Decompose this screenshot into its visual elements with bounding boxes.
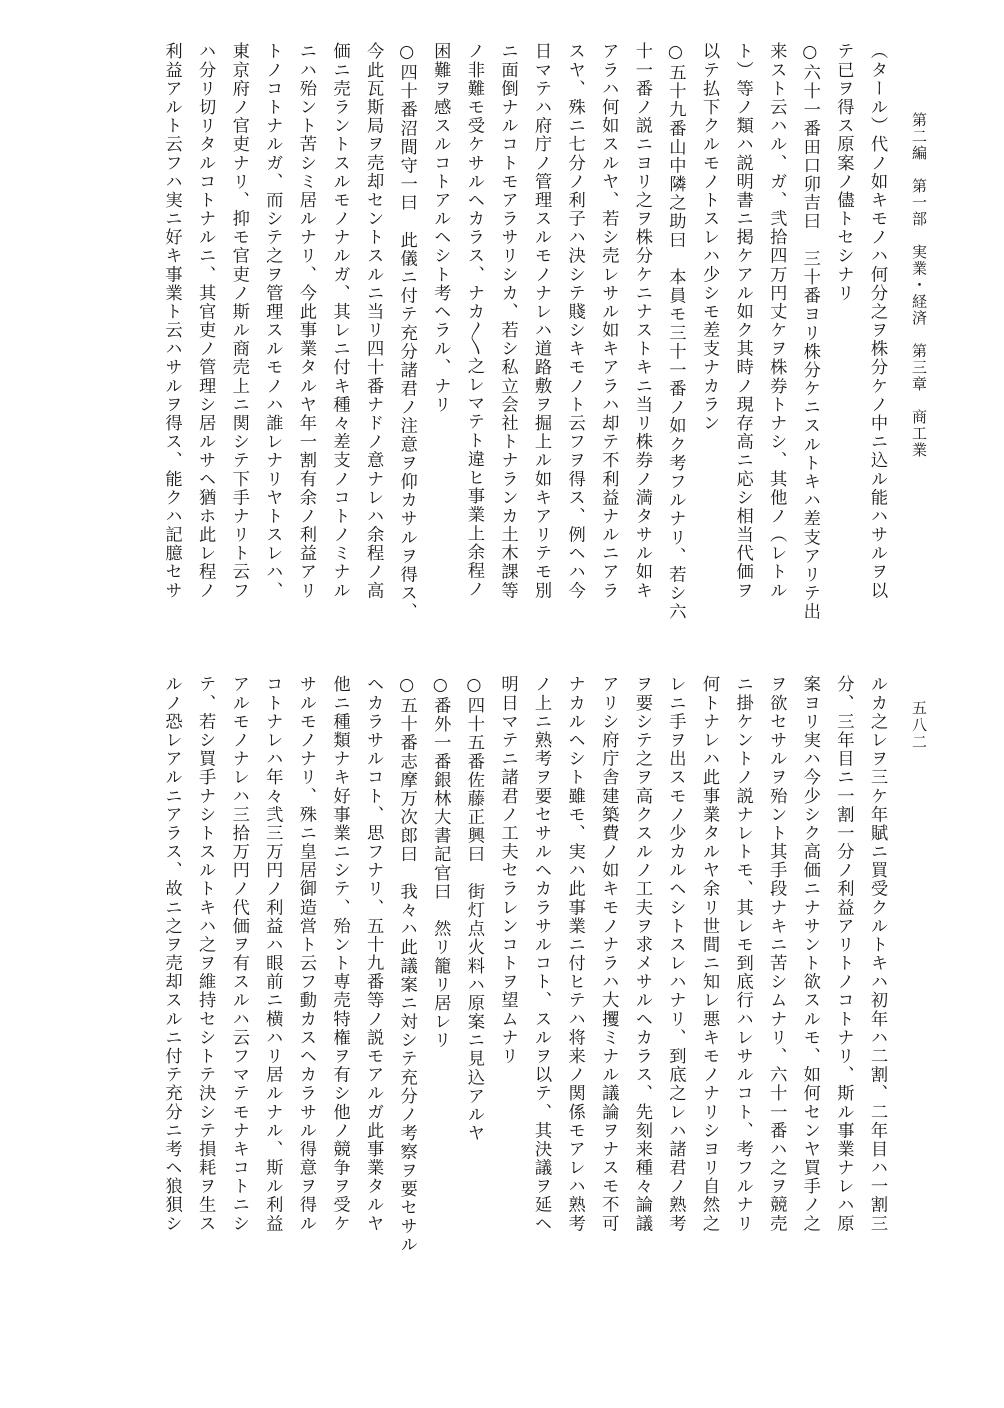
text-line: サルモノナリ、殊ニ皇居御造営ト云フ動カスヘカラサル得意ヲ得ル — [295, 675, 316, 1233]
text-line: アルモノナレハ三拾万円ノ代価ヲ有スルハ云フマテモナキコトニシ — [228, 675, 249, 1233]
text-line: ヲ要シテ之ヲ高クスルノ工夫ヲ求メサルヘカラス、先刻来種々論議 — [631, 675, 652, 1233]
text-line: ニハ殆ント苦シミ居ルナリ、今此事業タルヤ年一割有余ノ利益アリ — [295, 42, 316, 600]
text-line: ニ面倒ナルコトモアラサリシカ、若シ私立会社トナランカ土木課等 — [497, 42, 518, 600]
text-line: ヘカラサルコト、思フナリ、五十九番等ノ説モアルガ此事業タルヤ — [363, 675, 384, 1233]
text-line: スヤ、殊ニ七分ノ利子ハ決シテ賤シキモノト云フヲ得ス、例ヘハ今 — [564, 42, 585, 600]
text-line: 以テ払下クルモノトスレハ少シモ差支ナカラン — [699, 42, 720, 433]
text-line: 案ヨリ実ハ今少シク高価ニナサント欲スルモ、如何センヤ買手ノ之 — [799, 675, 820, 1233]
text-line: テ、若シ買手ナシトスルトキハ之ヲ維持セシトテ決シテ損耗ヲ生ス — [195, 675, 216, 1233]
text-line: 明日マテニ諸君ノ工夫セラレンコトヲ望ムナリ — [497, 675, 518, 1066]
text-line: ○番外一番銀林大書記官曰 然リ籠リ居レリ — [430, 675, 451, 1050]
lower-text-block — [154, 675, 893, 1355]
text-line: ○四十番沼間守一曰 此儀ニ付テ充分諸君ノ注意ヲ仰カサルヲ得ス、 — [396, 42, 417, 621]
text-line: ニ掛ケントノ説ナレトモ、其レモ到底行ハレサルコト、考フルナリ — [732, 675, 753, 1233]
text-line: 利益アルト云フハ実ニ好キ事業ト云ハサルヲ得ス、能クハ記臆セサ — [161, 42, 182, 600]
text-line: ノ非難モ受ケサルヘカラス、ナカ〳〵之レマテト違ヒ事業上余程ノ — [463, 42, 484, 599]
text-line: ノ上ニ熟考ヲ要セサルヘカラサルコト、スルヲ以テ、其決議ヲ延ヘ — [531, 675, 552, 1233]
text-line: 日マテハ府庁ノ管理スルモノナレハ道路敷ヲ掘上ル如キアリテモ別 — [531, 42, 552, 600]
text-line: アリシ府庁舎建築費ノ如キモノナラハ大攫ミナル議論ヲナスモ不可 — [598, 675, 619, 1233]
text-line: 今此瓦斯局ヲ売却セントスルニ当リ四十番ナドノ意ナレハ余程ノ高 — [363, 42, 384, 600]
text-line: ルカ之レヲ三ケ年賦ニ買受クルトキハ初年ハ二割、二年目ハ一割三 — [867, 675, 887, 1233]
text-line: 他ニ種類ナキ好事業ニシテ、殆ント専売特権ヲ有シ他ノ競争ヲ受ケ — [329, 675, 350, 1233]
text-line: コトナレハ年々弐三万円ノ利益ハ眼前ニ横ハリ居ルナル、斯ル利益 — [262, 675, 283, 1233]
text-line: テ已ヲ得ス原案ノ儘トセシナリ — [833, 42, 854, 303]
text-line: （タール）代ノ如キモノハ何分之ヲ株分ケノ中ニ込ル能ハサルヲ以 — [867, 42, 887, 600]
running-head: 第二編 第一部 実業・経済 第三章 商工業 — [910, 112, 928, 459]
text-line: ルノ恐レアルニアラス、故ニ之ヲ売却スルニ付テ充分ニ考ヘ狼狽シ — [161, 675, 182, 1233]
text-line: 価ニ売ラントスルモノナルガ、其レニ付キ種々差支ノコトノミナル — [329, 42, 350, 600]
text-line: アラハ何如スルヤ、若シ売レサル如キアラハ却テ不利益ナルニアラ — [598, 42, 619, 600]
text-line: ○四十五番佐藤正興曰 街灯点火料ハ原案ニ見込アルヤ — [463, 675, 484, 1143]
text-line: ヲ欲セサルヲ殆ント其手段ナキニ苦シムナリ、六十一番ハ之ヲ競売 — [766, 675, 787, 1233]
text-line: 分、三年目ニ一割一分ノ利益アリトノコトナリ、斯ル事業ナレハ原 — [833, 675, 854, 1233]
text-line: ト）等ノ類ハ説明書ニ掲ケアル如ク其時ノ現存高ニ応シ相当代価ヲ — [732, 42, 753, 600]
text-line: 何トナレハ此事業タルヤ余リ世間ニ知レ悪キモノナリシヨリ自然之 — [699, 675, 720, 1233]
text-line: 来スト云ハル、ガ、弐拾四万円丈ケヲ株券トナシ、其他ノ（レトル — [766, 42, 787, 600]
text-line: 困難ヲ感スルコトアルヘシト考ヘラル、ナリ — [430, 42, 451, 414]
text-line: トノコトナルガ、而シテ之ヲ管理スルモノハ誰レナリヤトスレハ、 — [262, 42, 283, 600]
text-line: ○五十番志摩万次郎曰 我々ハ此議案ニ対シテ充分ノ考察ヲ要セサル — [396, 675, 417, 1254]
text-line: 東京府ノ官吏ナリ、抑モ官吏ノ斯ル商売上ニ関シテ下手ナリト云フ — [228, 42, 249, 600]
upper-text-block — [154, 42, 893, 622]
text-line: ○五十九番山中隣之助曰 本員モ三十一番ノ如ク考フルナリ、若シ六 — [665, 42, 686, 621]
text-line: レニ手ヲ出スモノ少カルヘシトスレハナリ、到底之レハ諸君ノ熟考 — [665, 675, 686, 1233]
text-line: ○六十一番田口卯吉曰 三十番ヨリ株分ケニスルトキハ差支アリテ出 — [799, 42, 820, 621]
page-number: 五八二 — [910, 700, 928, 751]
text-line: ナカルヘシト雖モ、実ハ此事業ニ付ヒテハ将来ノ関係モアレハ熟考 — [564, 675, 585, 1233]
text-line: ハ分リ切リタルコトナルニ、其官吏ノ管理シ居ルサヘ猶ホ此レ程ノ — [195, 42, 216, 600]
text-line: 十一番ノ説ニヨリ之ヲ株分ケニナストキニ当リ株券ノ満タサル如キ — [631, 42, 652, 600]
